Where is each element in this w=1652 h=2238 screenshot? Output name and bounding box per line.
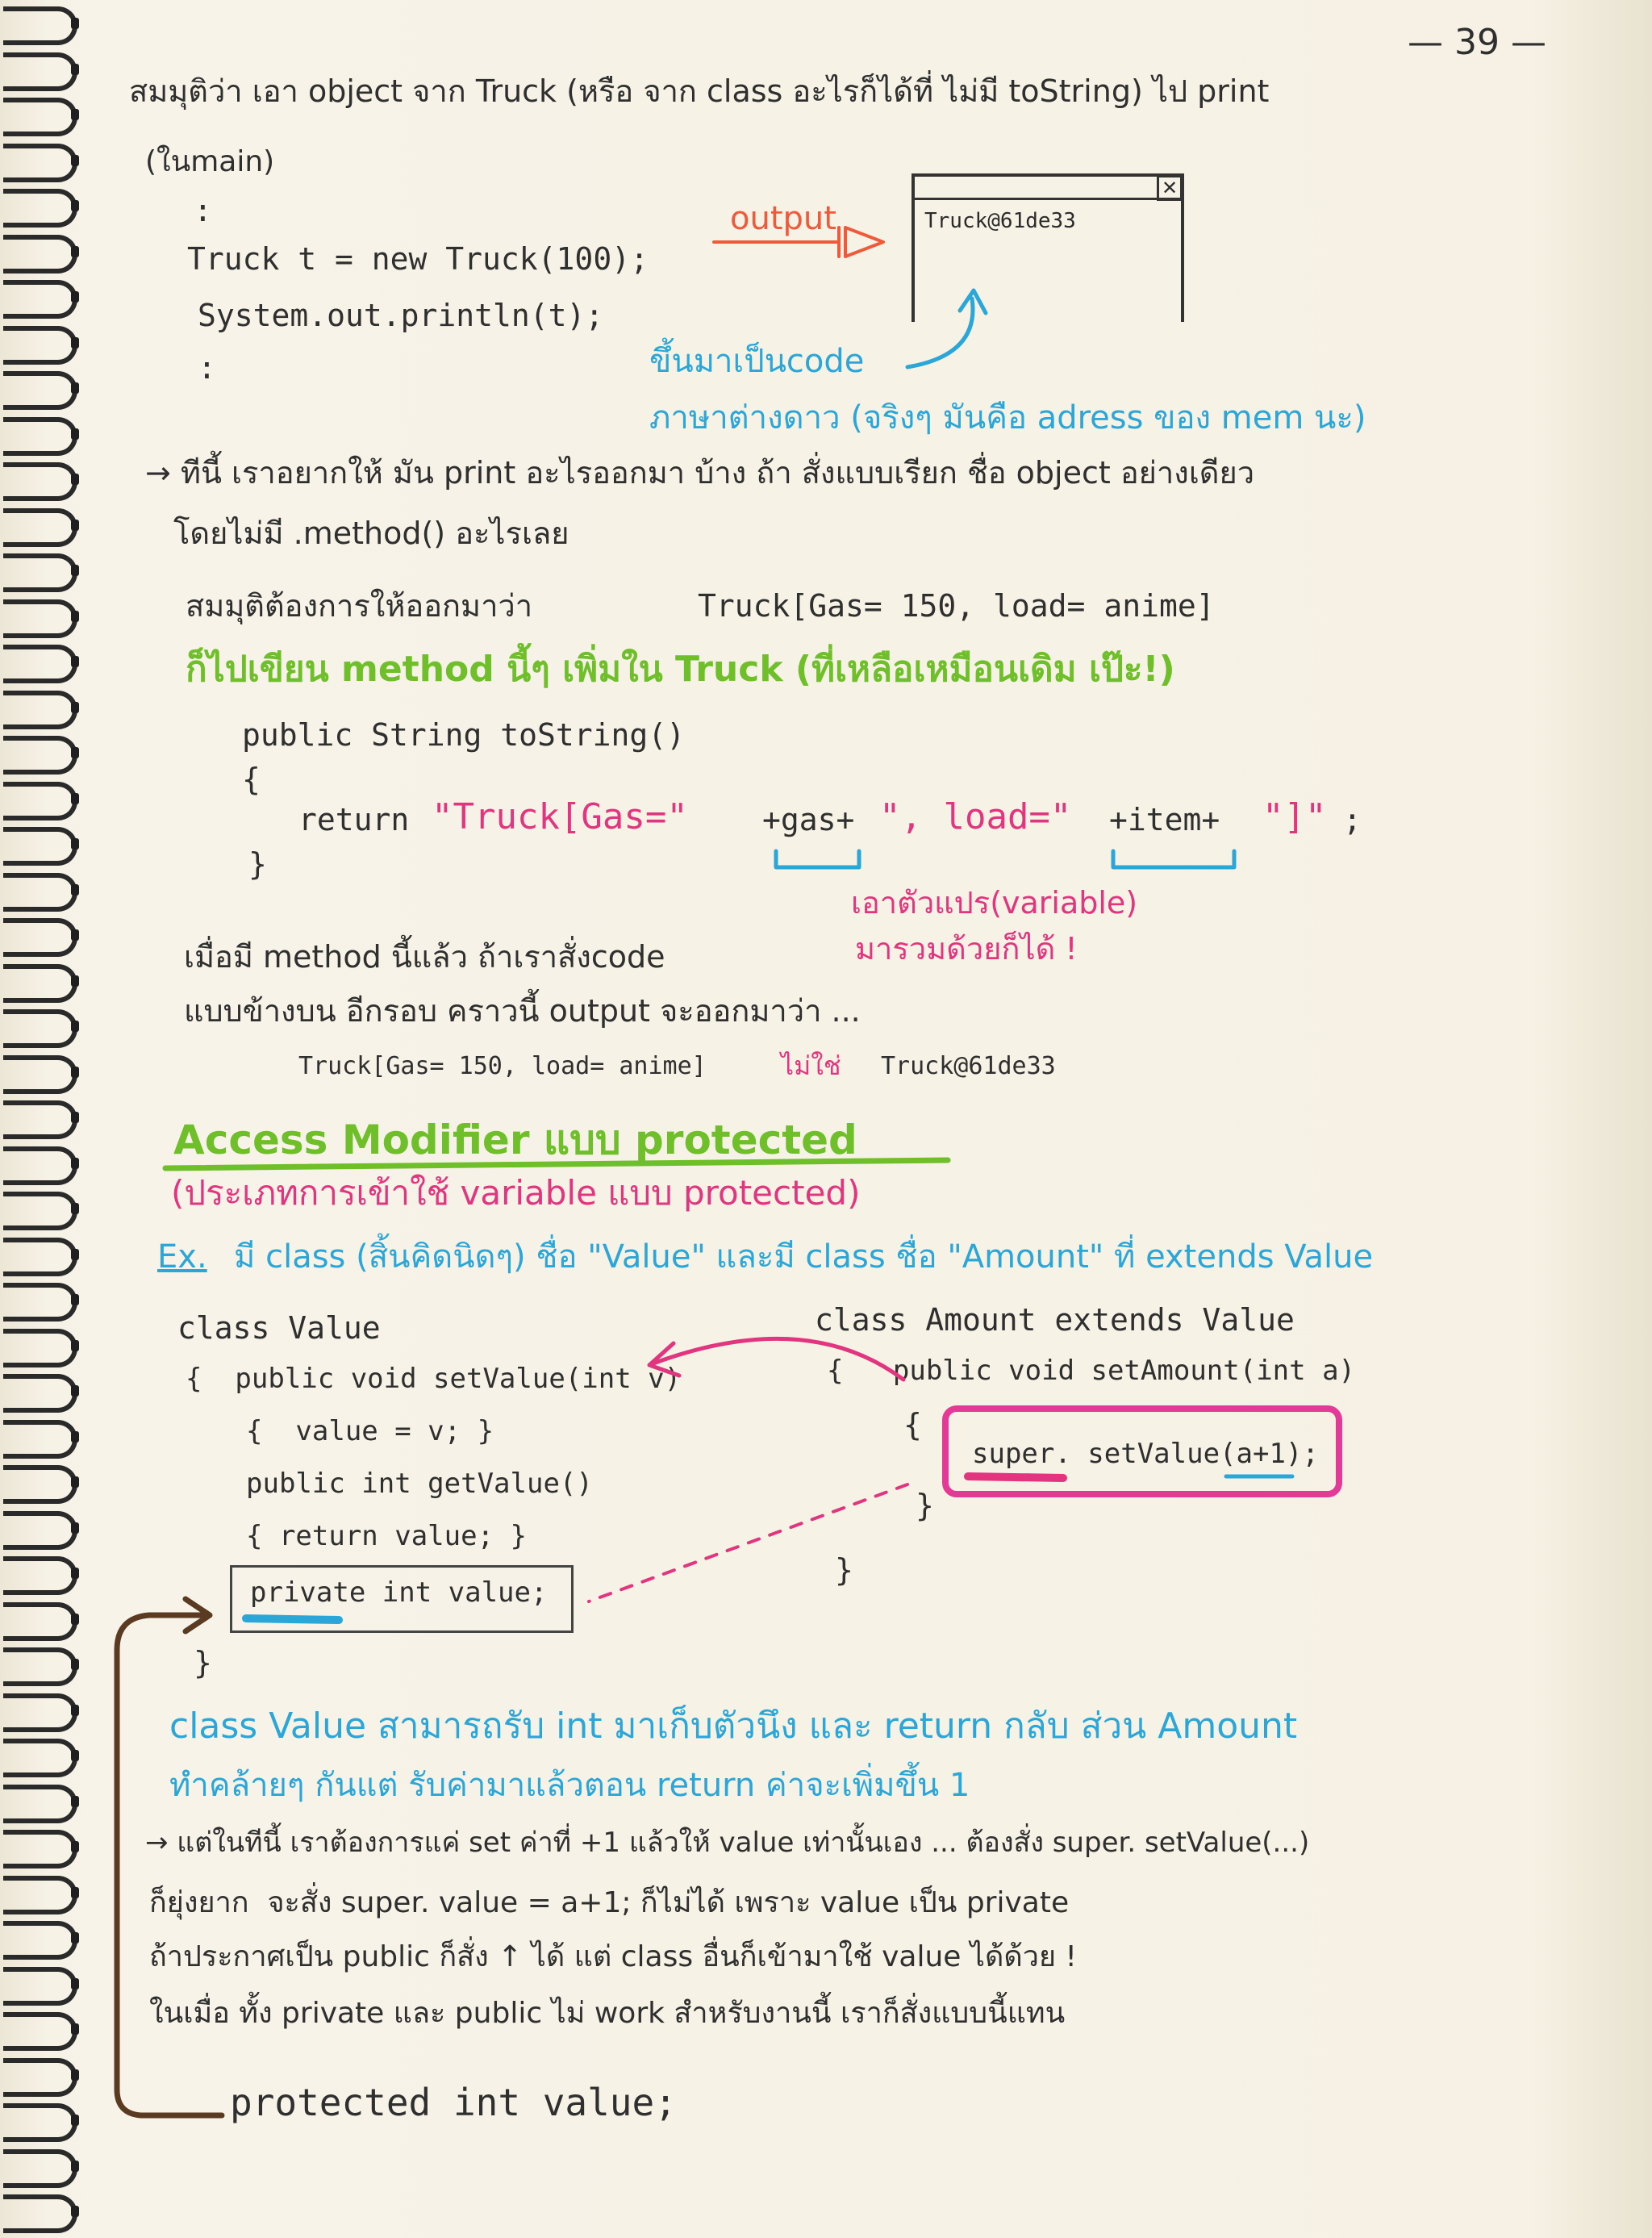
example-ex: Ex. <box>157 1238 207 1276</box>
page-number: — 39 — <box>1408 22 1546 63</box>
para3-line-3: ถ้าประกาศเป็น public ก็สั่ง ↑ ได้ แต่ class อื่นก็เข้ามาใช้ value ได้ด้วย ! <box>149 1940 1077 1973</box>
output-window-text: Truck@61de33 <box>924 209 1076 233</box>
tostring-str-3: "]" <box>1262 796 1327 837</box>
spiral-ring <box>3 1009 77 1048</box>
spiral-ring <box>3 144 77 182</box>
intro-line-1: สมมุติว่า เอา object จาก Truck (หรือ จาก class อะไรก็ได้ที่ ไม่มี toString) ไป print <box>129 73 1270 109</box>
spiral-ring <box>3 326 77 365</box>
output-window <box>912 173 1184 322</box>
amount-setamount-sig: { public void setAmount(int a) <box>827 1355 1356 1387</box>
para2-line-1: เมื่อมี method นี้แล้ว ถ้าเราสั่งcode <box>184 939 665 975</box>
spiral-ring <box>3 235 77 273</box>
spiral-ring <box>3 964 77 1003</box>
spiral-ring <box>3 1647 77 1686</box>
spiral-ring <box>3 98 77 136</box>
value-private-field: private int value; <box>250 1576 548 1609</box>
spiral-ring <box>3 1374 77 1413</box>
spiral-ring <box>3 1420 77 1459</box>
spiral-ring <box>3 371 77 410</box>
output-label: output <box>730 200 836 237</box>
value-setvalue-body: { value = v; } <box>246 1415 494 1447</box>
value-getvalue-body: { return value; } <box>246 1520 527 1552</box>
tostring-item: +item+ <box>1109 802 1220 837</box>
para3-line-2: ก็ยุ่งยาก จะสั่ง super. value = a+1; ก็ไม่ได้ เพราะ value เป็น private <box>149 1886 1070 1919</box>
intro-line-2: (ในmain) <box>145 145 275 178</box>
spiral-ring <box>3 1055 77 1094</box>
spiral-ring <box>3 827 77 866</box>
spiral-ring <box>3 782 77 820</box>
alien-note-line-1: ขึ้นมาเป็นcode <box>649 343 865 380</box>
protected-declaration: protected int value; <box>230 2081 677 2124</box>
spiral-ring <box>3 1465 77 1504</box>
spiral-ring <box>3 6 77 45</box>
para2-not-value: Truck@61de33 <box>881 1052 1056 1080</box>
para1-line-3a: สมมุติต้องการให้ออกมาว่า <box>186 588 533 624</box>
code-line-truck-new: Truck t = new Truck(100); <box>187 241 649 277</box>
spiral-ring <box>3 1785 77 1823</box>
para1-line-1: → ทีนี้ เราอยากให้ มัน print อะไรออกมา บ้าง ถ้า สั่งแบบเรียก ชื่อ object อย่างเดียว <box>145 455 1255 491</box>
spiral-ring <box>3 280 77 319</box>
section-title: Access Modifier แบบ protected <box>173 1117 857 1163</box>
var-note-line-1: เอาตัวแปร(variable) <box>851 885 1138 921</box>
tostring-gas: +gas+ <box>762 802 855 837</box>
spiral-ring <box>3 873 77 912</box>
tostring-open-brace: { <box>242 762 261 797</box>
green-instruction: ก็ไปเขียน method นี้ๆ เพิ่มใน Truck (ที่เหลือเหมือนเดิม เป๊ะ!) <box>186 649 1175 690</box>
spiral-ring <box>3 2103 77 2142</box>
alien-note-line-2: ภาษาต่างดาว (จริงๆ มันคือ adress ของ mem นะ) <box>649 399 1366 436</box>
window-title-bar <box>915 177 1181 200</box>
value-close-brace: } <box>194 1645 212 1681</box>
tostring-signature: public String toString() <box>242 717 686 753</box>
spiral-ring <box>3 2194 77 2233</box>
amount-class-decl: class Amount extends Value <box>815 1302 1295 1338</box>
para3-line-4: ในเมื่อ ทั้ง private และ public ไม่ work สำหรับงานนี้ เราก็สั่งแบบนี้แทน <box>149 1997 1066 2030</box>
spiral-ring <box>3 553 77 592</box>
amount-super-call: super. setValue(a+1); <box>972 1438 1319 1470</box>
section-subtitle: (ประเภทการเข้าใช้ variable แบบ protected) <box>171 1173 861 1213</box>
value-setvalue-sig: { public void setValue(int v) <box>186 1363 682 1395</box>
spiral-ring <box>3 52 77 91</box>
spiral-ring <box>3 1921 77 1960</box>
tostring-semicolon: ; <box>1343 802 1362 837</box>
spiral-ring <box>3 462 77 501</box>
spiral-ring <box>3 2149 77 2188</box>
para2-not-label: ไม่ใช่ <box>781 1050 841 1081</box>
protected-arrow-head <box>186 1599 210 1631</box>
tostring-return-kw: return <box>298 802 410 837</box>
code-line-println: System.out.println(t); <box>198 298 604 333</box>
spiral-ring <box>3 1511 77 1550</box>
blue-para-line-2: ทำคล้ายๆ กันแต่ รับค่ามาแล้วตอน return ค่าจะเพิ่มขึ้น 1 <box>169 1767 970 1804</box>
amount-close-brace: } <box>835 1552 853 1588</box>
para1-line-2: โดยไม่มี .method() อะไรเลย <box>173 516 569 551</box>
spiral-ring <box>3 1602 77 1641</box>
spiral-ring <box>3 2012 77 2051</box>
code-dots-top: : <box>194 193 212 228</box>
code-dots-bottom: : <box>198 350 216 386</box>
spiral-ring <box>3 508 77 547</box>
spiral-ring <box>3 189 77 228</box>
spiral-binding <box>0 0 89 2238</box>
protected-bracket-arrow <box>117 1615 222 2115</box>
para1-target-output: Truck[Gas= 150, load= anime] <box>698 588 1215 624</box>
spiral-ring <box>3 1192 77 1230</box>
spiral-ring <box>3 691 77 729</box>
value-getvalue-sig: public int getValue() <box>246 1468 593 1500</box>
spiral-ring <box>3 1329 77 1367</box>
amount-inner-close: } <box>916 1488 934 1523</box>
amount-open-brace: { <box>903 1407 922 1443</box>
para2-result: Truck[Gas= 150, load= anime] <box>298 1052 707 1080</box>
tostring-str-1: "Truck[Gas=" <box>432 796 688 837</box>
para3-line-1: → แต่ในทีนี้ เราต้องการแค่ set ค่าที่ +1 แล้วให้ value เท่านั้นเอง ... ต้องสั่ง super. setValue(...) <box>145 1827 1310 1859</box>
spiral-ring <box>3 417 77 456</box>
value-class-decl: class Value <box>177 1310 381 1346</box>
spiral-ring <box>3 2058 77 2097</box>
output-arrow-head <box>839 228 883 257</box>
spiral-ring <box>3 1967 77 2006</box>
spiral-ring <box>3 1556 77 1595</box>
spiral-ring <box>3 918 77 957</box>
close-icon: ✕ <box>1157 175 1183 201</box>
tostring-close-brace: } <box>248 846 267 882</box>
spiral-ring <box>3 1693 77 1732</box>
spiral-ring <box>3 1739 77 1777</box>
spiral-ring <box>3 1283 77 1322</box>
spiral-ring <box>3 1146 77 1185</box>
spiral-ring <box>3 1238 77 1276</box>
item-bracket <box>1113 851 1234 867</box>
var-note-line-2: มารวมด้วยก็ได้ ! <box>855 931 1078 967</box>
tostring-str-2: ", load=" <box>879 796 1072 837</box>
example-text: มี class (สิ้นคิดนิดๆ) ชื่อ "Value" และมี class ชื่อ "Amount" ที่ extends Value <box>234 1238 1374 1276</box>
gas-bracket <box>776 851 859 867</box>
spiral-ring <box>3 1876 77 1914</box>
spiral-ring <box>3 736 77 775</box>
para2-line-2: แบบข้างบน อีกรอบ คราวนี้ output จะออกมาว่า ... <box>184 993 861 1029</box>
spiral-ring <box>3 645 77 683</box>
blue-para-line-1: class Value สามารถรับ int มาเก็บตัวนึง และ return กลับ ส่วน Amount <box>169 1706 1298 1747</box>
spiral-ring <box>3 1100 77 1139</box>
dashed-link <box>589 1484 907 1601</box>
spiral-ring <box>3 599 77 638</box>
spiral-ring <box>3 1830 77 1868</box>
